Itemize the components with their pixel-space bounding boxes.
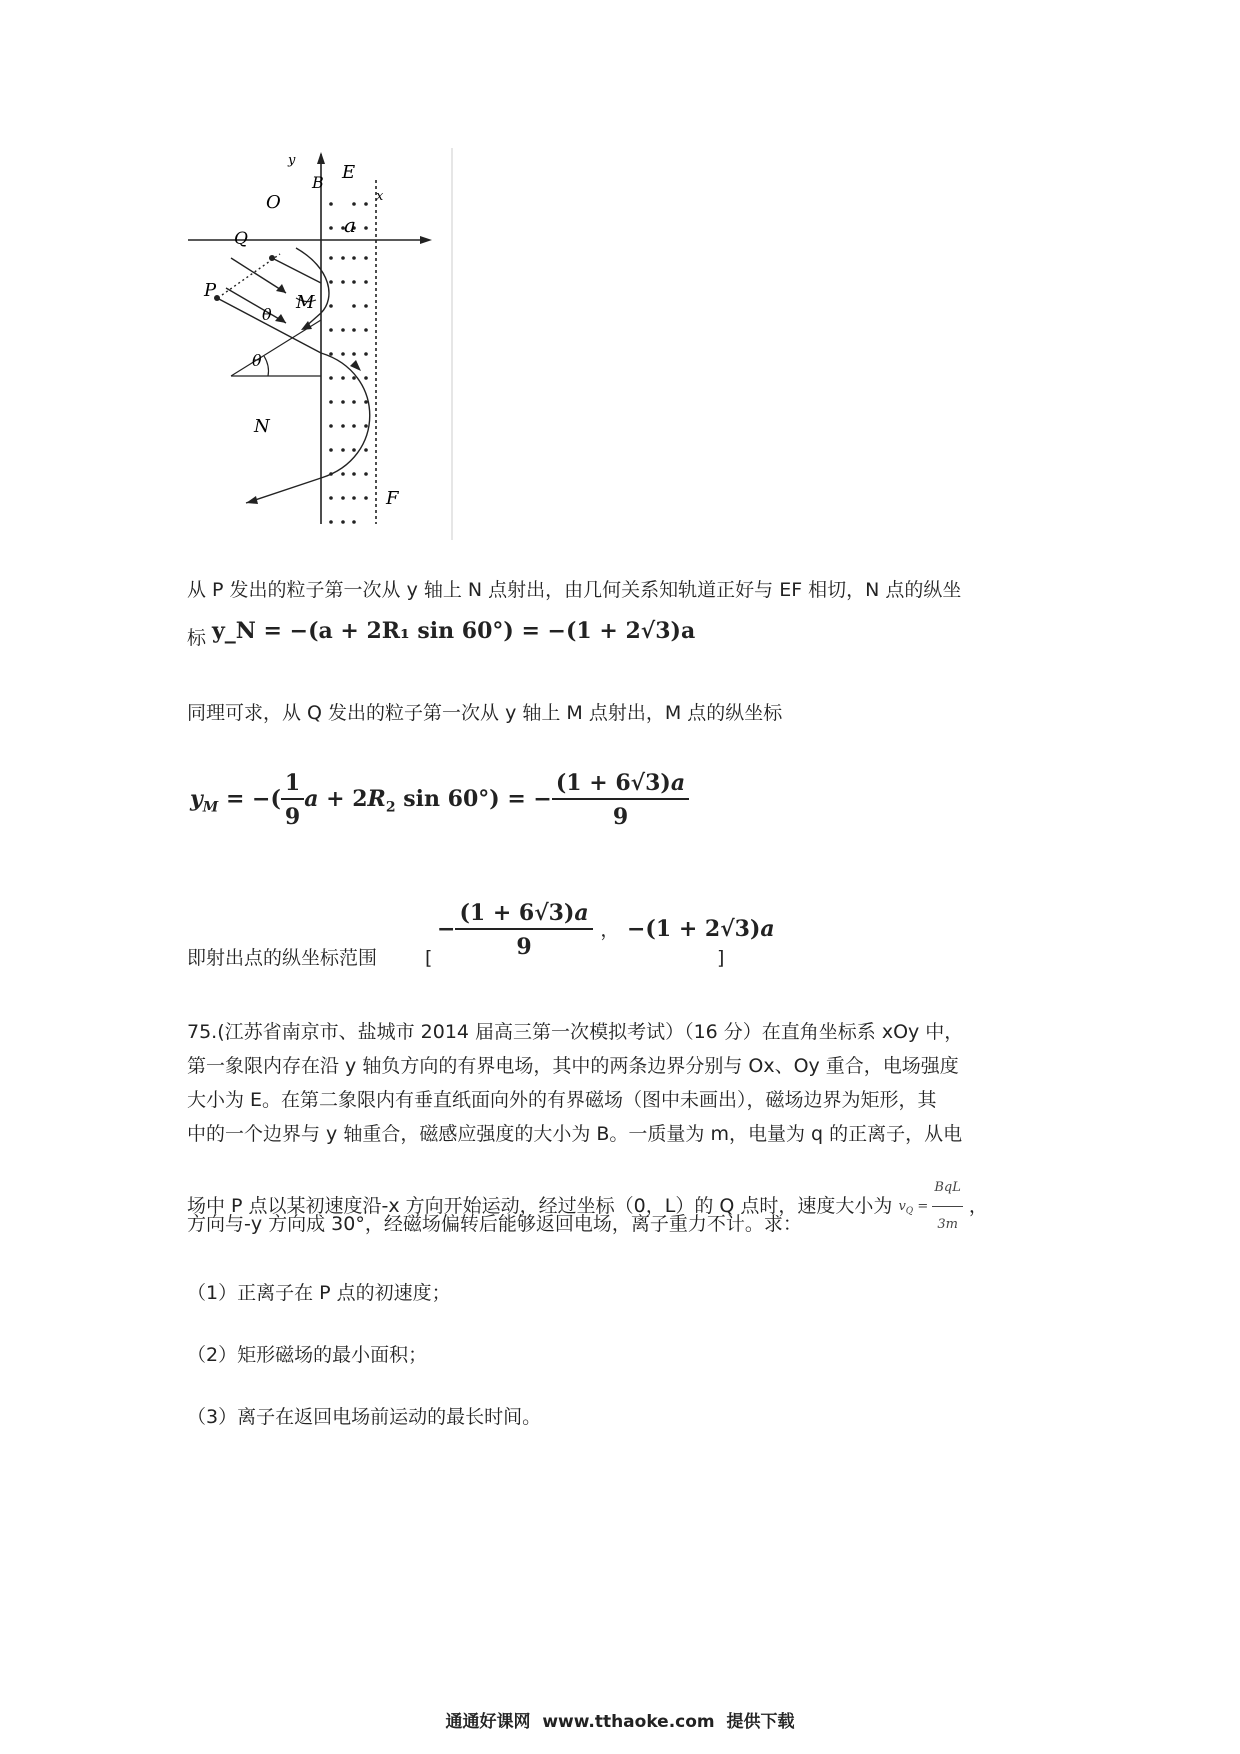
question-3: （3）离子在返回电场前运动的最长时间。 [187, 1406, 542, 1428]
problem-line-5b: ， [968, 1195, 988, 1217]
label-f: F [386, 488, 399, 509]
label-theta1: θ [262, 305, 272, 324]
problem-line-5a: 场中 P 点以某初速度沿-x 方向开始运动，经过坐标（0，L）的 Q 点时，速度大小为 [187, 1195, 893, 1217]
label-n: N [254, 416, 270, 437]
formula-range: − $\frac{(1 + 6√3)a}{9}$ ， −(1 + 2√3)a [437, 900, 775, 960]
page-footer: 通通好课网 www.tthaoke.com 提供下载 [445, 1712, 795, 1732]
problem-line-6: 方向与-y 方向成 30°，经磁场偏转后能够返回电场，离子重力不计。求： [187, 1213, 802, 1235]
label-b: B [312, 173, 324, 192]
problem-line-4: 中的一个边界与 y 轴重合，磁感应强度的大小为 B。一质量为 m，电量为 q 的正离子，从电 [187, 1123, 963, 1145]
field-dots [329, 202, 368, 524]
para-1-cont-text: 标 [187, 627, 207, 649]
para-1-cont [187, 622, 206, 654]
label-p: P [204, 280, 217, 301]
question-1: （1）正离子在 P 点的初速度； [187, 1282, 451, 1304]
problem-line-3: 大小为 E。在第二象限内有垂直纸面向外的有界磁场（图中未画出），磁场边界为矩形，其 [187, 1089, 937, 1111]
label-m: M [296, 292, 315, 313]
para-3-text: 即射出点的纵坐标范围 [187, 947, 378, 969]
label-q: Q [234, 229, 248, 249]
label-y: y [288, 153, 296, 168]
physics-figure [186, 148, 456, 540]
problem-line-2: 第一象限内存在沿 y 轴负方向的有界电场，其中的两条边界分别与 Ox、Oy 重合，电场强度 [187, 1055, 959, 1077]
label-o: O [266, 192, 281, 213]
trajectory-diagram [186, 148, 456, 540]
label-theta2: θ [252, 351, 262, 370]
vq-formula: $v_Q$ = $\frac{\text{BqL}}{3m}$ [898, 1171, 962, 1242]
formula-ym: $y_M$ = −( $\frac{1}{9}$ $a + 2R_2$ sin 60°) = − $\frac{(1 + 6√3)a}{9}$ [190, 770, 689, 830]
para-2-text: 同理可求，从 Q 发出的粒子第一次从 y 轴上 M 点射出，M 点的纵坐标 [187, 702, 783, 724]
trajectory-q [296, 248, 329, 328]
problem-line-1: 75.(江苏省南京市、盐城市 2014 届高三第一次模拟考试）（16 分）在直角坐标系 xOy 中， [187, 1021, 964, 1043]
formula-yn: y_N = −(a + 2R₁ sin 60°) = −(1 + 2√3)a [212, 618, 696, 644]
para-1-text: 从 P 发出的粒子第一次从 y 轴上 N 点射出，由几何关系知轨道正好与 EF 相切，N 点的纵坐 [187, 579, 962, 601]
range-sep: ， [600, 919, 620, 941]
bracket-close: ] [717, 947, 725, 969]
bracket-open: [ [425, 947, 433, 969]
question-2: （2）矩形磁场的最小面积； [187, 1344, 428, 1366]
label-e: E [342, 162, 356, 183]
label-x: x [376, 189, 384, 204]
label-a: a [344, 213, 356, 237]
